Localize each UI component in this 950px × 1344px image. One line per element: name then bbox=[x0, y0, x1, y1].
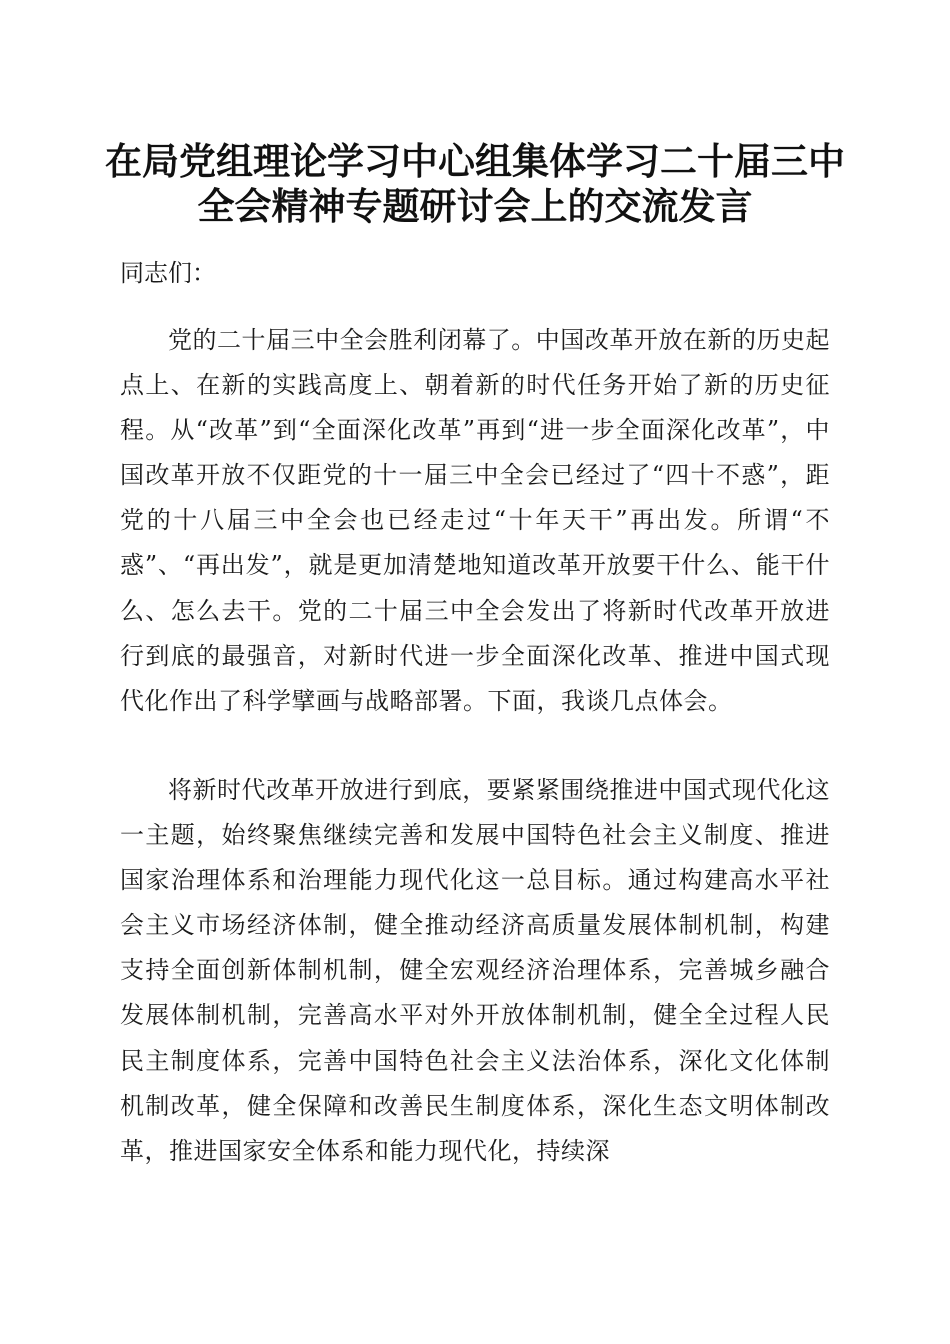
salutation: 同志们： bbox=[120, 259, 216, 287]
body-paragraph: 将新时代改革开放进行到底，要紧紧围绕推进中国式现代化这一主题，始终聚焦继续完善和发展中国特色社会主义制度、推进国家治理体系和治理能力现代化这一总目标。通过构建高水平社会主义市场经济体制，健全推动经济高质量发展体制机制，构建支持全面创新体制机制，健全宏观经济治理体系，完善城乡融合发展体制机制，完善高水平对外开放体制机制，健全全过程人民民主制度体系，完善中国特色社会主义法治体系，深化文化体制机制改革，健全保障和改善民生制度体系，深化生态文明体制改革，推进国家安全体系和能力现代化，持续深 bbox=[120, 776, 830, 1165]
document-title-line-1: 在局党组理论学习中心组集体学习二十届三中 bbox=[105, 139, 845, 183]
body-paragraph: 党的二十届三中全会胜利闭幕了。中国改革开放在新的历史起点上、在新的实践高度上、朝着新的时代任务开始了新的历史征程。从“改革”到“全面深化改革”再到“进一步全面深化改革”，中国改革开放不仅距党的十一届三中全会已经过了“四十不惑”，距党的十八届三中全会也已经走过“十年天干”再出发。所谓“不惑”、“再出发”，就是更加清楚地知道改革开放要干什么、能干什么、怎么去干。党的二十届三中全会发出了将新时代改革开放进行到底的最强音，对新时代进一步全面深化改革、推进中国式现代化作出了科学擘画与战略部署。下面，我谈几点体会。 bbox=[120, 326, 830, 715]
document-title-line-2: 全会精神专题研讨会上的交流发言 bbox=[197, 184, 753, 228]
